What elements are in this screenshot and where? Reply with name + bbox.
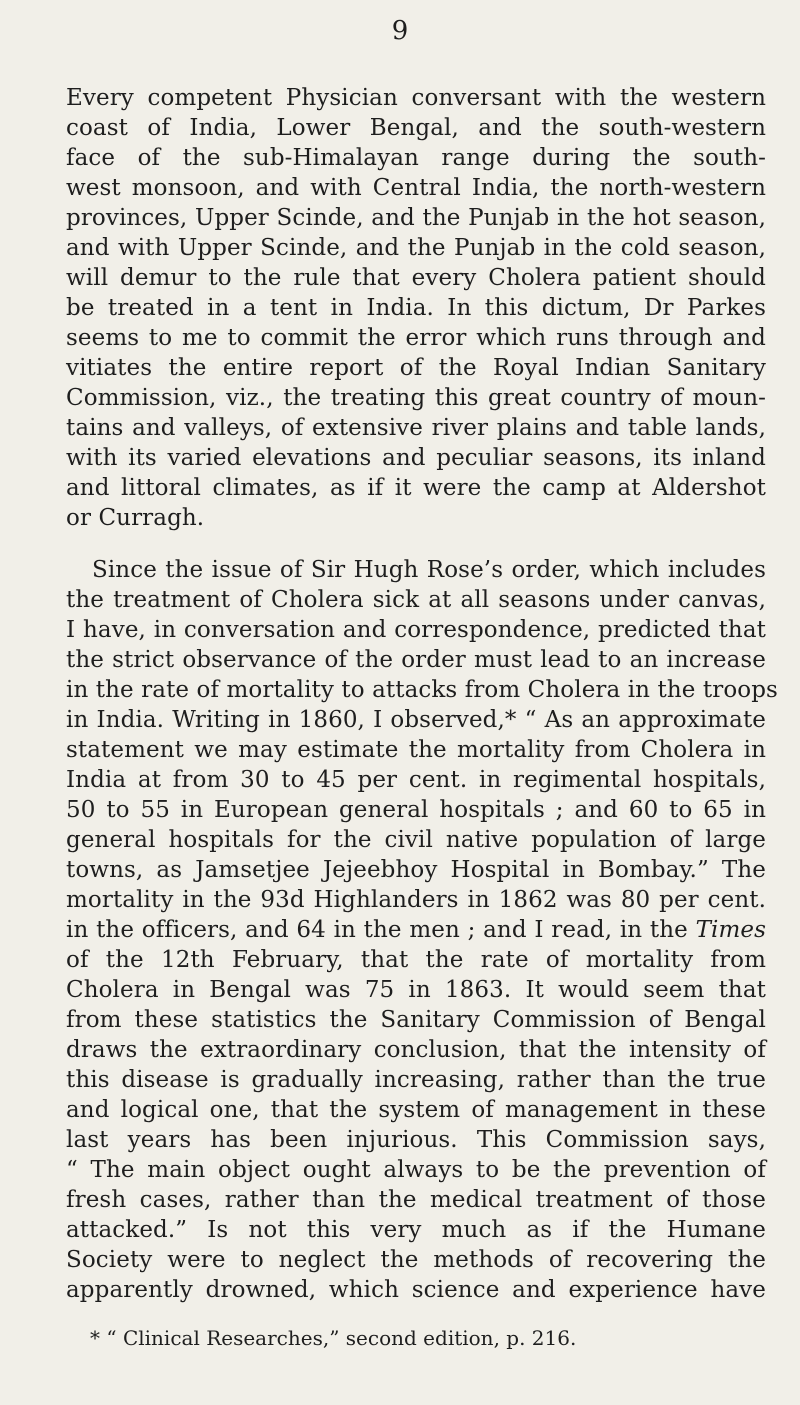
text-line: 50 to 55 in European general hospitals ; and 60 to 65 in [66, 797, 766, 823]
text-line: last years has been injurious. This Commission says, [66, 1127, 766, 1153]
text-line: and logical one, that the system of management in these [66, 1097, 766, 1123]
text-line: coast of India, Lower Bengal, and the south-western [66, 115, 766, 141]
text-line: provinces, Upper Scinde, and the Punjab in the hot season, [66, 205, 766, 231]
text-line: vitiates the entire report of the Royal Indian Sanitary [66, 355, 766, 381]
text-line: Since the issue of Sir Hugh Rose’s order, which includes [92, 557, 766, 583]
footnote: * “ Clinical Researches,” second edition, p. 216. [90, 1326, 577, 1350]
text-line: of the 12th February, that the rate of mortality from [66, 947, 766, 973]
text-line: mortality in the 93d Highlanders in 1862 was 80 per cent. [66, 887, 766, 913]
text-line: the strict observance of the order must lead to an increase [66, 647, 766, 673]
text-line [66, 915, 766, 945]
text-line: west monsoon, and with Central India, the north-western [66, 175, 766, 201]
text-line: attacked.” Is not this very much as if the Humane [66, 1217, 766, 1243]
text-line: general hospitals for the civil native population of large [66, 827, 766, 853]
text-line: this disease is gradually increasing, rather than the true [66, 1067, 766, 1093]
text-line: draws the extraordinary conclusion, that the intensity of [66, 1037, 766, 1063]
text-line: apparently drowned, which science and experience have [66, 1277, 766, 1303]
times-italic: Times [695, 917, 766, 943]
text-line: I have, in conversation and correspondence, predicted that [66, 617, 766, 643]
text-line: or Curragh. [66, 505, 205, 531]
text-line: seems to me to commit the error which runs through and [66, 325, 766, 351]
text-line: Commission, viz., the treating this great country of moun- [66, 385, 766, 411]
text-line: face of the sub-Himalayan range during the south- [66, 145, 766, 171]
text-line: from these statistics the Sanitary Commission of Bengal [66, 1007, 766, 1033]
text-line: and with Upper Scinde, and the Punjab in the cold season, [66, 235, 766, 261]
text-line: in India. Writing in 1860, I observed,* “ As an approximate [66, 707, 766, 733]
text-segment: in the officers, and 64 in the men ; and I read, in the [66, 917, 688, 943]
text-line: statement we may estimate the mortality from Cholera in [66, 737, 766, 763]
text-line: will demur to the rule that every Cholera patient should [66, 265, 766, 291]
text-line: towns, as Jamsetjee Jejeebhoy Hospital in Bombay.” The [66, 857, 766, 883]
text-line: with its varied elevations and peculiar seasons, its inland [66, 445, 766, 471]
text-line: Cholera in Bengal was 75 in 1863. It would seem that [66, 977, 766, 1003]
text-line: be treated in a tent in India. In this dictum, Dr Parkes [66, 295, 766, 321]
text-line: Society were to neglect the methods of recovering the [66, 1247, 766, 1273]
text-line: the treatment of Cholera sick at all seasons under canvas, [66, 587, 766, 613]
text-line: India at from 30 to 45 per cent. in regimental hospitals, [66, 767, 766, 793]
text-line: fresh cases, rather than the medical treatment of those [66, 1187, 766, 1213]
text-line: and littoral climates, as if it were the camp at Aldershot [66, 475, 766, 501]
page-number: 9 [391, 16, 409, 46]
text-line: “ The main object ought always to be the prevention of [66, 1157, 766, 1183]
text-line: Every competent Physician conversant with the western [66, 85, 766, 111]
text-line: in the rate of mortality to attacks from Cholera in the troops [66, 677, 778, 703]
text-line: tains and valleys, of extensive river plains and table lands, [66, 415, 766, 441]
